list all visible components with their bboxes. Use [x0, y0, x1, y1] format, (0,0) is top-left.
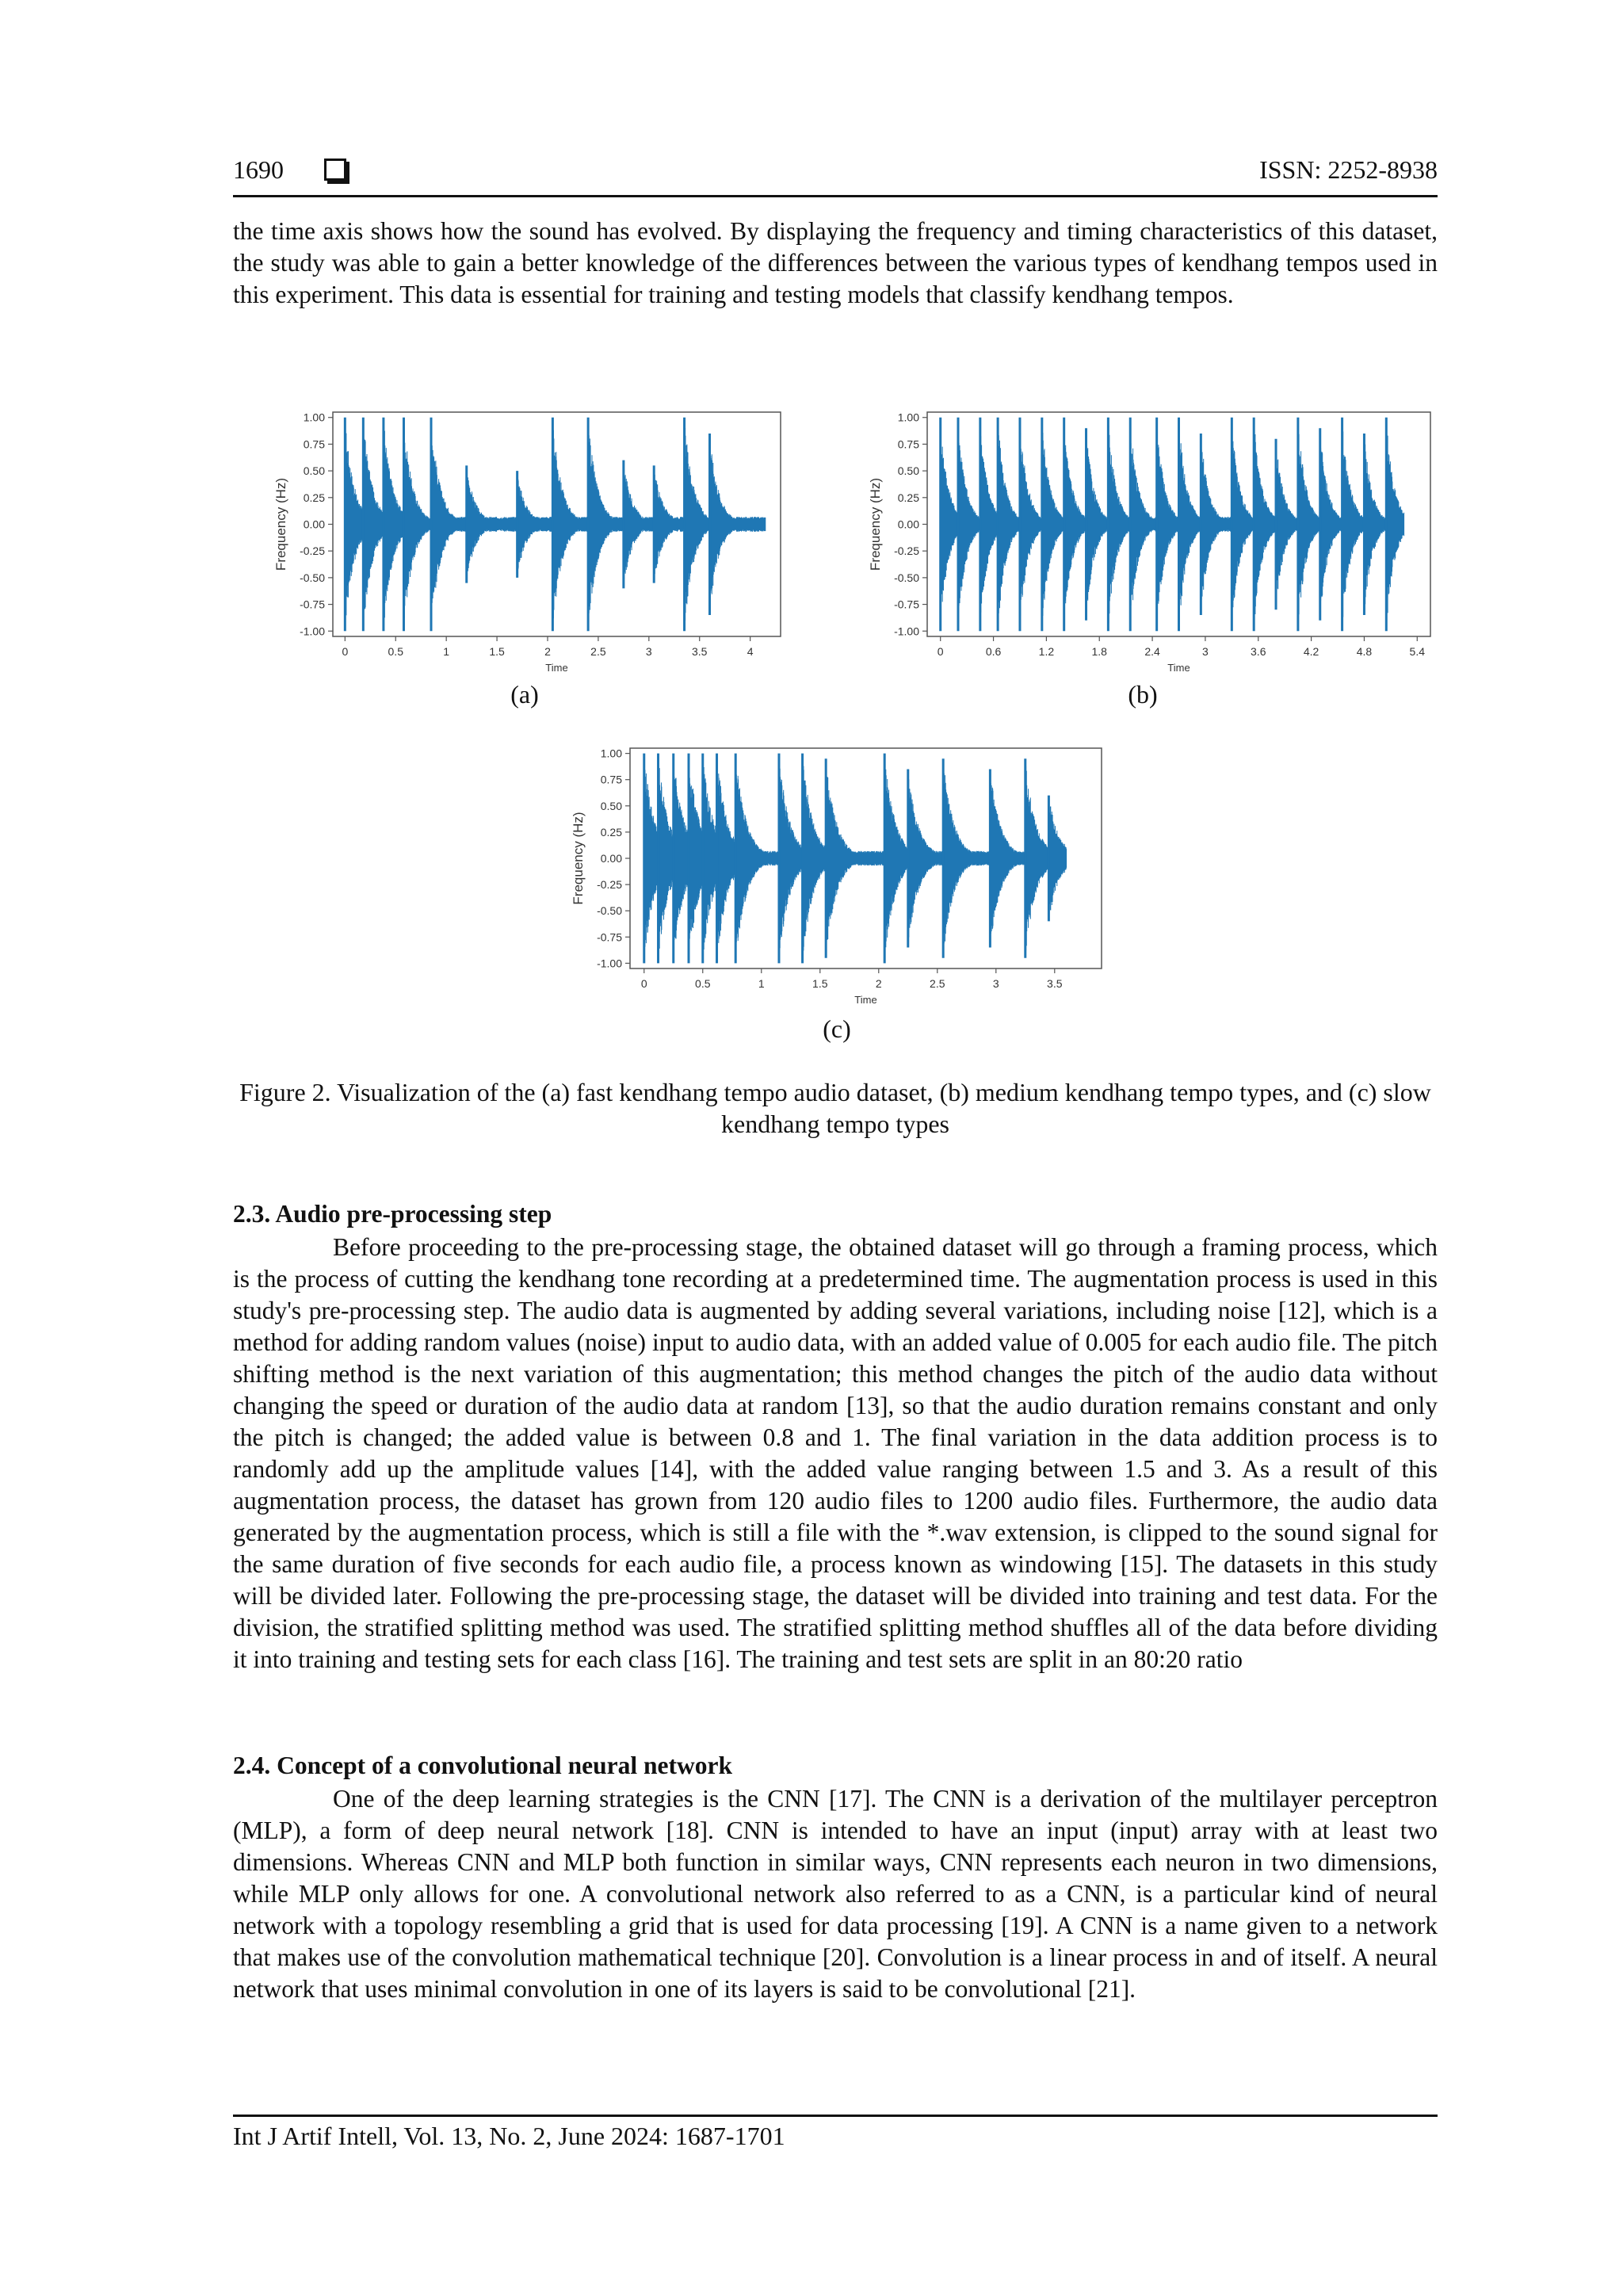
x-tick-label: 0	[937, 645, 944, 658]
x-tick-label: 0.6	[985, 645, 1002, 658]
x-tick-label: 2	[544, 645, 551, 658]
box-icon	[324, 159, 346, 181]
y-tick-label: 1.00	[897, 411, 919, 424]
x-tick-label: 3	[1202, 645, 1209, 658]
figure-caption: Figure 2. Visualization of the (a) fast kendhang tempo audio dataset, (b) medium kendhang tempo types, and (c) slow kendhang tempo types	[239, 1078, 1431, 1138]
x-tick-label: 3.5	[1047, 977, 1063, 990]
x-tick-label: 1.5	[489, 645, 505, 658]
sublabel-c: (c)	[823, 1014, 851, 1043]
x-tick-label: 0.5	[695, 977, 711, 990]
y-tick-label: -1.00	[894, 625, 919, 638]
x-tick-label: 1.2	[1038, 645, 1055, 658]
waveform-chart-a	[258, 403, 789, 684]
waveform-chart-b	[852, 403, 1438, 684]
x-tick-label: 2	[875, 977, 882, 990]
x-tick-label: 1.5	[812, 977, 828, 990]
x-tick-label: 1	[758, 977, 765, 990]
page-number: 1690	[233, 155, 284, 184]
x-tick-label: 0.5	[388, 645, 403, 658]
y-tick-label: -0.75	[300, 598, 325, 611]
x-tick-label: 0	[640, 977, 647, 990]
sublabel-b: (b)	[1128, 680, 1158, 709]
page-header	[233, 154, 1438, 197]
x-tick-label: 3	[645, 645, 652, 658]
y-tick-label: 1.00	[600, 747, 622, 760]
x-tick-label: 1.8	[1091, 645, 1107, 658]
x-axis-label: Time	[1167, 662, 1190, 674]
y-tick-label: 0.50	[303, 464, 325, 478]
y-tick-label: 1.00	[303, 411, 325, 424]
intro-paragraph: the time axis shows how the sound has evolved. By displaying the frequency and timing characteristics of this dataset, the study was able to gain a better knowledge of the differences between the various types of kendhang tempos used in this experiment. This data is essential for training and testing models that classify kendhang tempos.	[233, 217, 1438, 308]
x-tick-label: 2.5	[590, 645, 606, 658]
y-tick-label: -0.75	[894, 598, 919, 611]
y-tick-label: -0.25	[300, 544, 325, 558]
y-tick-label: 0.75	[600, 773, 622, 786]
y-tick-label: 0.00	[303, 518, 325, 531]
x-axis-label: Time	[854, 994, 877, 1006]
x-tick-label: 5.4	[1409, 645, 1426, 658]
y-tick-label: 0.25	[897, 491, 919, 504]
waveform-chart-c	[555, 739, 1109, 1016]
x-axis-label: Time	[545, 662, 568, 674]
y-tick-label: -1.00	[597, 957, 622, 970]
x-tick-label: 2.4	[1144, 645, 1160, 658]
y-tick-label: -0.25	[597, 878, 622, 892]
y-tick-label: -0.50	[300, 571, 325, 584]
y-tick-label: 0.50	[897, 464, 919, 478]
section-body-2-4: One of the deep learning strategies is the CNN [17]. The CNN is a derivation of the multilayer perceptron (MLP), a form of deep neural network [18]. CNN is intended to have an input (input) array with at least two dimensions. Whereas CNN and MLP both function in similar ways, CNN represents each neuron in two dimensions, while MLP only allows for one. A convolutional network also referred to as a CNN, is a particular kind of neural network with a topology resembling a grid that is used for data processing [19]. A CNN is a name given to a network that makes use of the convolution mathematical technique [20]. Convolution is a linear process in and of itself. A neural network that uses minimal convolution in one of its layers is said to be convolutional [21].	[233, 1785, 1438, 2003]
footer-citation: Int J Artif Intell, Vol. 13, No. 2, June 2024: 1687-1701	[233, 2122, 785, 2150]
y-tick-label: 0.25	[600, 825, 622, 839]
y-tick-label: -0.50	[597, 904, 622, 918]
x-tick-label: 4.2	[1303, 645, 1319, 658]
section-body-2-3: Before proceeding to the pre-processing stage, the obtained dataset will go through a framing process, which is the process of cutting the kendhang tone recording at a predetermined time. The augmentation process is used in this study's pre-processing step. The audio data is augmented by adding several variations, including noise [12], which is a method for adding random values (noise) input to audio data, with an added value of 0.005 for each audio file. The pitch shifting method is the next variation of this augmentation; this method changes the pitch of the audio data without changing the speed or duration of the audio data at random [13], so that the audio duration remains constant and only the pitch is changed; the added value is between 0.8 and 1. The final variation in the data addition process is to randomly add up the amplitude values [14], with the added value ranging between 1.5 and 3. As a result of this augmentation process, the dataset has grown from 120 audio files to 1200 audio files. Furthermore, the audio data generated by the augmentation process, which is still a file with the *.wav extension, is clipped to the sound signal for the same duration of five seconds for each audio file, a process known as windowing [15]. The datasets in this study will be divided later. Following the pre-processing stage, the dataset will be divided into training and test data. For the division, the stratified splitting method was used. The stratified splitting method shuffles all of the data before dividing it into training and testing sets for each class [16]. The training and test sets are split in an 80:20 ratio	[233, 1233, 1438, 1673]
y-tick-label: -1.00	[300, 625, 325, 638]
section-heading-2-3: 2.3. Audio pre-processing step	[233, 1200, 552, 1228]
y-tick-label: 0.75	[303, 437, 325, 451]
y-axis-label: Frequency (Hz)	[273, 477, 288, 571]
x-tick-label: 1	[443, 645, 450, 658]
x-tick-label: 3.5	[692, 645, 708, 658]
x-tick-label: 4	[747, 645, 754, 658]
x-tick-label: 3.6	[1251, 645, 1266, 658]
y-tick-label: 0.00	[897, 518, 919, 531]
y-tick-label: 0.25	[303, 491, 325, 504]
y-tick-label: -0.25	[894, 544, 919, 558]
section-heading-2-4: 2.4. Concept of a convolutional neural network	[233, 1752, 732, 1779]
sublabel-a: (a)	[510, 680, 539, 709]
y-axis-label: Frequency (Hz)	[868, 477, 883, 571]
y-tick-label: 0.00	[600, 852, 622, 865]
y-axis-label: Frequency (Hz)	[571, 812, 586, 905]
y-tick-label: -0.50	[894, 571, 919, 584]
x-tick-label: 2.5	[930, 977, 945, 990]
y-tick-label: 0.75	[897, 437, 919, 451]
x-tick-label: 3	[992, 977, 999, 990]
x-tick-label: 0	[342, 645, 349, 658]
y-tick-label: 0.50	[600, 799, 622, 812]
x-tick-label: 4.8	[1356, 645, 1373, 658]
issn: ISSN: 2252-8938	[1259, 155, 1438, 184]
page-footer	[233, 2115, 1438, 2151]
y-tick-label: -0.75	[597, 930, 622, 944]
